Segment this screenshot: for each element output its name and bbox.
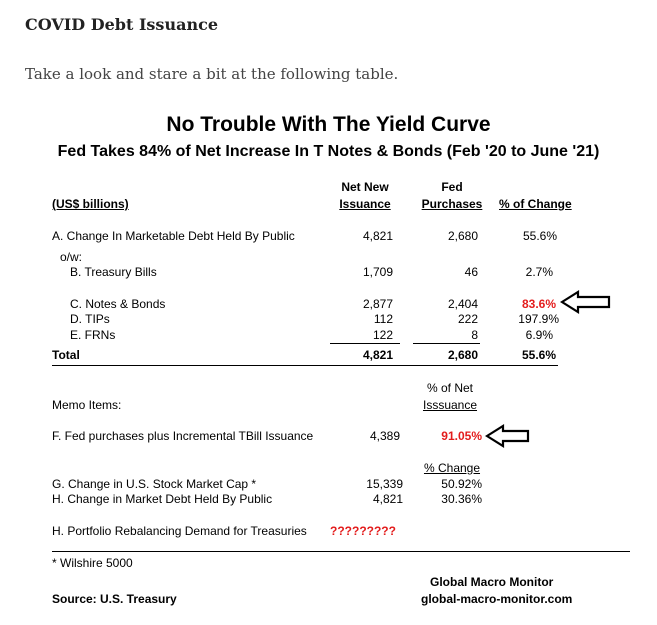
units-header: (US$ billions) [52, 197, 129, 211]
pct-change-header: % of Change [499, 197, 572, 211]
row-c-fed: 2,404 [447, 297, 478, 311]
row-b-fed: 46 [464, 265, 478, 279]
net-new-header-line2: Issuance [339, 197, 391, 211]
row-b-pct: 2.7% [525, 265, 553, 279]
row-d-issuance: 112 [373, 312, 393, 326]
brand-name: Global Macro Monitor [430, 575, 554, 589]
row-h-pct: 30.36% [441, 492, 482, 506]
row-b-issuance: 1,709 [362, 265, 393, 279]
row-c-pct: 83.6% [521, 297, 556, 311]
footer-rule [52, 551, 630, 552]
row-e-pct: 6.9% [525, 328, 553, 342]
left-arrow-icon [560, 290, 612, 314]
pct-net-header-line2: Isssuance [422, 398, 478, 412]
source-note: Source: U.S. Treasury [52, 592, 177, 606]
row-h2-label: H. Portfolio Rebalancing Demand for Treasuries [52, 524, 307, 538]
website: global-macro-monitor.com [421, 592, 573, 606]
row-f-label: F. Fed purchases plus Incremental TBill Issuance [52, 429, 314, 443]
row-a-fed: 2,680 [447, 229, 478, 243]
article-heading: COVID Debt Issuance [25, 15, 218, 34]
row-h-label: H. Change in Market Debt Held By Public [52, 492, 273, 506]
net-new-header-line1: Net New [341, 180, 389, 194]
row-e-label: E. FRNs [70, 328, 116, 342]
table-title: No Trouble With The Yield Curve [166, 113, 491, 136]
row-d-fed: 222 [457, 312, 478, 326]
footnote: * Wilshire 5000 [52, 556, 133, 570]
row-g-label: G. Change in U.S. Stock Market Cap * [52, 477, 257, 491]
issuance-sum-rule [330, 343, 400, 344]
left-arrow-icon [485, 424, 531, 448]
article-intro: Take a look and stare a bit at the following table. [25, 65, 399, 83]
row-a-issuance: 4,821 [362, 229, 393, 243]
row-c-issuance: 2,877 [362, 297, 393, 311]
table-subtitle: Fed Takes 84% of Net Increase In T Notes & Bonds (Feb '20 to June '21) [57, 143, 600, 160]
row-a-pct: 55.6% [522, 229, 557, 243]
total-label: Total [52, 348, 80, 362]
total-issuance: 4,821 [362, 348, 393, 362]
row-g-value: 15,339 [366, 477, 403, 491]
row-e-fed: 8 [471, 328, 478, 342]
total-fed: 2,680 [447, 348, 478, 362]
row-f-pct: 91.05% [441, 429, 482, 443]
row-a-label: A. Change In Marketable Debt Held By Public [52, 229, 295, 243]
row-b-label: B. Treasury Bills [70, 265, 157, 279]
row-h2-value: ????????? [330, 524, 396, 538]
row-f-value: 4,389 [369, 429, 400, 443]
row-e-issuance: 122 [372, 328, 393, 342]
memo-pct-change-header: % Change [423, 461, 481, 475]
row-d-label: D. TIPs [70, 312, 110, 326]
pct-net-header-line1: % of Net [426, 381, 474, 395]
total-pct: 55.6% [521, 348, 556, 362]
fed-sum-rule [413, 343, 480, 344]
ow-label: o/w: [60, 250, 83, 264]
row-d-pct: 197.9% [518, 312, 559, 326]
row-h-value: 4,821 [372, 492, 403, 506]
total-rule [52, 365, 558, 366]
fed-header-line2: Purchases [421, 197, 483, 211]
memo-label: Memo Items: [52, 398, 122, 412]
row-g-pct: 50.92% [441, 477, 482, 491]
row-c-label: C. Notes & Bonds [70, 297, 166, 311]
fed-header-line1: Fed [441, 180, 463, 194]
